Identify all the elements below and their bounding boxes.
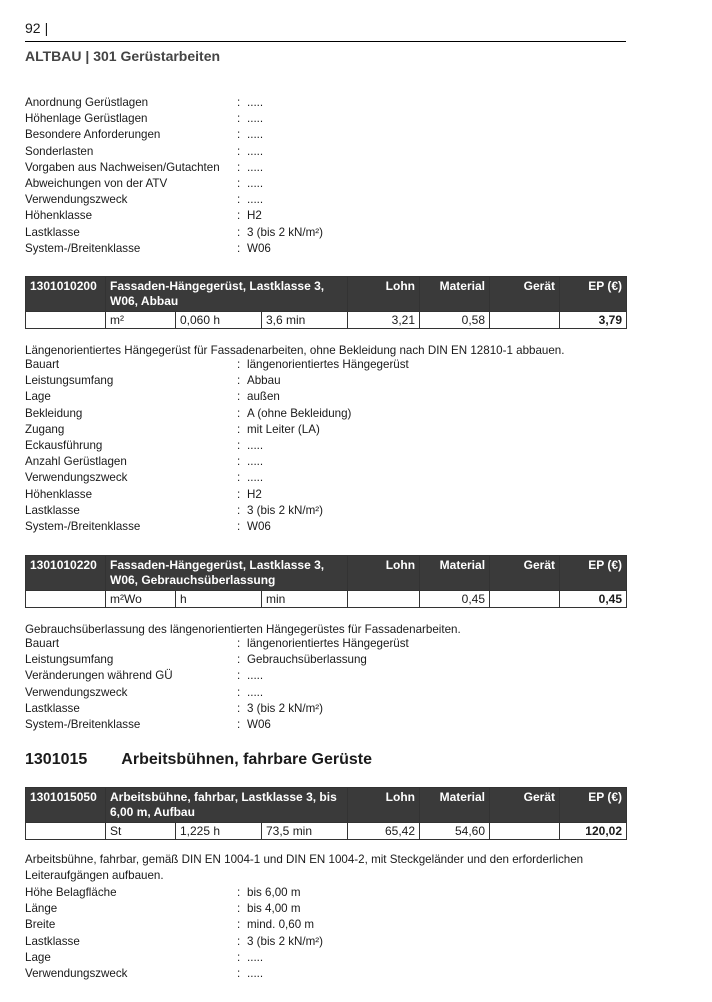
property-separator: : [237,934,241,948]
property-key: Höhenklasse [25,487,93,501]
position-number: 1301010220 [26,556,106,591]
position-description-3: Arbeitsbühne, fahrbar, gemäß DIN EN 1004-1 und DIN EN 1004-2, mit Steckgeländer und den erforderlichen Leiteraufgängen aufbauen. [25,853,584,882]
property-separator: : [237,193,241,207]
property-row [25,208,323,224]
property-value: W06 [247,241,271,255]
property-value: ..... [247,160,264,174]
property-key: Leistungsumfang [25,374,114,388]
position-description-2: Gebrauchsüberlassung des längenorientierten Hängegerüstes für Fassadenarbeiten. [25,623,461,636]
property-separator: : [237,701,241,715]
property-separator: : [237,520,241,534]
property-list-2 [25,357,409,535]
property-separator: : [237,685,241,699]
property-row [25,652,409,668]
property-row [25,885,323,901]
position-table-1 [25,276,627,329]
page-number-separator: | [44,20,49,36]
property-value: außen [247,390,280,404]
position-header-row [26,788,627,823]
property-separator: : [237,503,241,517]
property-key: Verwendungszweck [25,471,128,485]
property-key: Anordnung Gerüstlagen [25,96,149,109]
property-row [25,95,323,111]
property-key: Lage [25,390,51,404]
header-lohn: Lohn [348,788,420,823]
unit-cell: m² [106,312,176,329]
property-separator: : [237,637,241,650]
header-material: Material [420,788,490,823]
property-row [25,357,409,373]
property-list-1 [25,95,323,257]
property-value: 3 (bis 2 kN/m²) [247,225,324,239]
property-row [25,503,409,519]
empty-cell [26,591,106,608]
property-row [25,701,409,717]
material-value: 0,45 [420,591,490,608]
property-row [25,668,409,684]
property-row [25,454,409,470]
property-key: Lastklasse [25,701,80,715]
property-separator: : [237,225,241,239]
position-data-row [26,312,627,329]
property-key: System-/Breitenklasse [25,520,141,534]
property-row [25,950,323,966]
property-key: Höhenklasse [25,209,93,223]
property-row [25,144,323,160]
property-separator: : [237,96,241,109]
property-row [25,636,409,652]
property-key: Besondere Anforderungen [25,128,161,142]
empty-cell [26,823,106,840]
header-ep: EP (€) [560,556,627,591]
geraet-value [490,591,560,608]
property-separator: : [237,144,241,158]
property-separator: : [237,718,241,732]
property-value: ..... [247,950,264,964]
position-number: 1301015050 [26,788,106,823]
property-key: Bauart [25,358,60,371]
ep-value: 0,45 [560,591,627,608]
property-key: Abweichungen von der ATV [25,177,168,191]
property-separator: : [237,902,241,916]
property-separator: : [237,455,241,469]
property-value: ..... [247,439,264,453]
property-value: ..... [247,669,264,683]
property-row [25,422,409,438]
minutes-cell: min [262,591,348,608]
header-material: Material [420,277,490,312]
header-lohn: Lohn [348,556,420,591]
property-value: ..... [247,967,264,981]
header-geraet: Gerät [490,556,560,591]
property-key: Zugang [25,422,65,436]
property-row [25,487,409,503]
property-value: ..... [247,96,264,109]
property-separator: : [237,669,241,683]
property-value: ..... [247,193,264,207]
position-header-row [26,277,627,312]
property-key: System-/Breitenklasse [25,718,141,732]
property-separator: : [237,112,241,126]
unit-cell: m²Wo [106,591,176,608]
header-material: Material [420,556,490,591]
property-value: ..... [247,128,264,142]
property-row [25,176,323,192]
property-key: Verwendungszweck [25,685,128,699]
header-ep: EP (€) [560,788,627,823]
minutes-cell: 3,6 min [262,312,348,329]
property-key: Lastklasse [25,503,80,517]
position-number: 1301010200 [26,277,106,312]
property-value: ..... [247,471,264,485]
property-key: Lage [25,950,51,964]
property-value: ..... [247,455,264,469]
property-value: ..... [247,144,264,158]
header-geraet: Gerät [490,277,560,312]
lohn-value: 65,42 [348,823,420,840]
property-value: 3 (bis 2 kN/m²) [247,503,324,517]
position-data-row [26,823,627,840]
geraet-value [490,312,560,329]
subsection-title: Arbeitsbühnen, fahrbare Gerüste [121,751,373,768]
property-separator: : [237,209,241,223]
property-row [25,241,323,257]
header-lohn: Lohn [348,277,420,312]
position-description-1: Längenorientiertes Hängegerüst für Fassadenarbeiten, ohne Bekleidung nach DIN EN 12810-1 abbauen. [25,344,565,357]
page-number [25,20,48,36]
property-value: ..... [247,112,264,126]
lohn-value: 3,21 [348,312,420,329]
property-separator: : [237,406,241,420]
property-separator: : [237,241,241,255]
property-row [25,192,323,208]
property-row [25,917,323,933]
geraet-value [490,823,560,840]
empty-cell [26,312,106,329]
property-key: Eckausführung [25,439,103,453]
property-value: W06 [247,520,271,534]
property-row [25,470,409,486]
header-ep: EP (€) [560,277,627,312]
property-separator: : [237,918,241,932]
property-key: Bekleidung [25,406,83,420]
property-separator: : [237,886,241,899]
property-separator: : [237,439,241,453]
property-separator: : [237,160,241,174]
property-separator: : [237,390,241,404]
property-value: Gebrauchsüberlassung [247,653,367,667]
hours-cell: 1,225 h [176,823,262,840]
material-value: 54,60 [420,823,490,840]
property-row [25,438,409,454]
property-row [25,127,323,143]
position-header-row [26,556,627,591]
property-value: 3 (bis 2 kN/m²) [247,701,324,715]
property-value: bis 6,00 m [247,886,301,899]
property-row [25,519,409,535]
property-key: Höhe Belagfläche [25,886,117,899]
property-key: Breite [25,918,56,932]
property-value: ..... [247,685,264,699]
subsection-number: 1301015 [25,751,88,768]
property-key: Sonderlasten [25,144,94,158]
property-value: A (ohne Bekleidung) [247,406,352,420]
property-row [25,389,409,405]
position-title: Fassaden-Hängegerüst, Lastklasse 3, W06, Abbau [106,277,348,312]
property-value: H2 [247,487,262,501]
unit-cell: St [106,823,176,840]
position-title: Arbeitsbühne, fahrbar, Lastklasse 3, bis 6,00 m, Aufbau [106,788,348,823]
property-key: Lastklasse [25,225,80,239]
property-separator: : [237,471,241,485]
property-key: Verwendungszweck [25,967,128,981]
hours-cell: 0,060 h [176,312,262,329]
property-key: Verwendungszweck [25,193,128,207]
property-key: Veränderungen während GÜ [25,669,173,683]
property-value: mit Leiter (LA) [247,422,320,436]
header-geraet: Gerät [490,788,560,823]
property-value: 3 (bis 2 kN/m²) [247,934,324,948]
property-key: Lastklasse [25,934,80,948]
property-separator: : [237,487,241,501]
property-value: W06 [247,718,271,732]
property-key: Höhenlage Gerüstlagen [25,112,148,126]
position-title: Fassaden-Hängegerüst, Lastklasse 3, W06, Gebrauchsüberlassung [106,556,348,591]
minutes-cell: 73,5 min [262,823,348,840]
property-value: ..... [247,177,264,191]
property-row [25,901,323,917]
ep-value: 120,02 [560,823,627,840]
property-value: H2 [247,209,262,223]
ep-value: 3,79 [560,312,627,329]
property-separator: : [237,374,241,388]
property-key: System-/Breitenklasse [25,241,141,255]
property-row [25,406,409,422]
position-data-row [26,591,627,608]
hours-cell: h [176,591,262,608]
property-key: Vorgaben aus Nachweisen/Gutachten [25,160,220,174]
property-value: längenorientiertes Hängegerüst [247,637,409,650]
property-row [25,373,409,389]
property-separator: : [237,177,241,191]
property-row [25,111,323,127]
header-rule [25,41,626,42]
position-table-3 [25,787,627,840]
property-separator: : [237,358,241,371]
property-value: längenorientiertes Hängegerüst [247,358,409,371]
material-value: 0,58 [420,312,490,329]
property-row [25,225,323,241]
property-row [25,685,409,701]
property-list-4 [25,885,323,982]
property-row [25,934,323,950]
property-row [25,717,409,733]
property-key: Länge [25,902,58,916]
property-separator: : [237,967,241,981]
property-separator: : [237,653,241,667]
property-value: mind. 0,60 m [247,918,315,932]
property-value: bis 4,00 m [247,902,301,916]
property-separator: : [237,950,241,964]
property-separator: : [237,422,241,436]
property-row [25,966,323,982]
lohn-value [348,591,420,608]
position-table-2 [25,555,627,608]
property-separator: : [237,128,241,142]
property-key: Bauart [25,637,60,650]
property-row [25,160,323,176]
property-list-3 [25,636,409,733]
subsection-heading [25,751,372,769]
property-key: Anzahl Gerüstlagen [25,455,127,469]
property-value: Abbau [247,374,281,388]
property-key: Leistungsumfang [25,653,114,667]
page-number-value: 92 [25,20,41,36]
section-title: ALTBAU | 301 Gerüstarbeiten [25,48,221,64]
